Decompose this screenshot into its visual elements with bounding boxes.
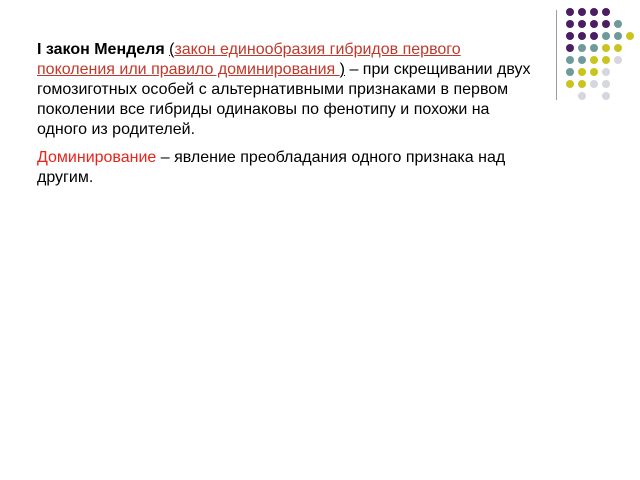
dot-teal	[614, 20, 622, 28]
dot-olive	[602, 44, 610, 52]
dot-teal	[566, 68, 574, 76]
dot-light	[614, 56, 622, 64]
dot-purple	[566, 32, 574, 40]
dot-purple	[590, 20, 598, 28]
dot-olive	[578, 68, 586, 76]
dot-light	[578, 92, 586, 100]
dot-purple	[578, 20, 586, 28]
dot-olive	[626, 32, 634, 40]
dot-teal	[602, 32, 610, 40]
law-title: I закон Менделя	[37, 41, 165, 58]
dot-purple	[578, 32, 586, 40]
law-paragraph	[37, 40, 537, 140]
dot-purple	[590, 8, 598, 16]
law-text: – при скрещивании двух гомозиготных особей с альтернативными признаками в первом поколении все гибриды одинаковы по фенотипу и похожи на одного из родителей.	[37, 61, 531, 138]
paren-close: )	[339, 61, 345, 78]
dot-light	[590, 80, 598, 88]
dot-purple	[566, 20, 574, 28]
dot-teal	[578, 56, 586, 64]
dot-teal	[566, 56, 574, 64]
dot-light	[602, 68, 610, 76]
dot-teal	[590, 44, 598, 52]
dot-olive	[614, 44, 622, 52]
paren-open: (	[169, 41, 175, 58]
dot-purple	[590, 32, 598, 40]
dot-olive	[590, 56, 598, 64]
dot-olive	[566, 80, 574, 88]
dot-purple	[578, 8, 586, 16]
dot-purple	[566, 44, 574, 52]
divider-line	[556, 10, 557, 100]
dot-purple	[602, 8, 610, 16]
dot-olive	[578, 80, 586, 88]
dot-purple	[602, 20, 610, 28]
slide-content	[37, 40, 537, 196]
dot-light	[602, 92, 610, 100]
dot-light	[602, 80, 610, 88]
dot-purple	[566, 8, 574, 16]
law-link[interactable]: закон единообразия гибридов первого поколения или правило доминирования	[37, 41, 461, 78]
term-text: – явление преобладания одного признака над другим.	[37, 149, 506, 186]
dot-teal	[614, 32, 622, 40]
term-label: Доминирование	[37, 149, 157, 166]
dot-olive	[602, 56, 610, 64]
term-paragraph	[37, 148, 537, 188]
dot-teal	[578, 44, 586, 52]
dot-olive	[590, 68, 598, 76]
dot-grid-decoration	[566, 8, 636, 108]
